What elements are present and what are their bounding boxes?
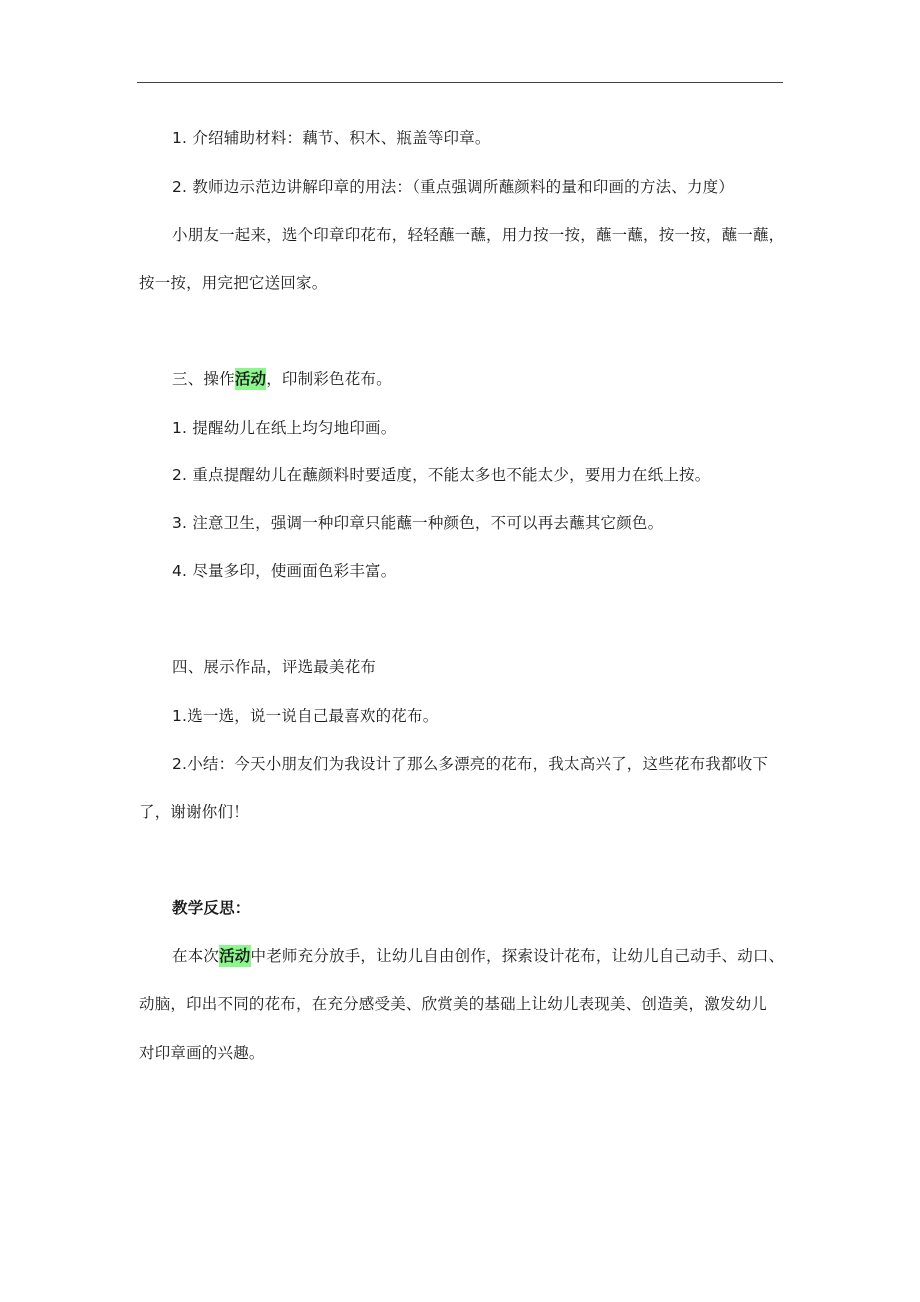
reflection-line-1-post: 中老师充分放手，让幼儿自由创作，探索设计花布，让幼儿自己动手、动口、 xyxy=(250,947,785,965)
highlight-activity: 活动 xyxy=(219,947,251,965)
reflection-line-3: 对印章画的兴趣。 xyxy=(139,1044,265,1062)
header-rule xyxy=(137,82,783,83)
chant-line-1: 小朋友一起来，选个印章印花布，轻轻蘸一蘸，用力按一按，蘸一蘸，按一按，蘸一蘸， xyxy=(172,226,785,244)
section-3-heading-pre: 三、操作 xyxy=(172,370,235,388)
show-step-1: 1.选一选，说一说自己最喜欢的花布。 xyxy=(172,707,439,725)
chant-line-2: 按一按，用完把它送回家。 xyxy=(139,274,328,292)
reflection-line-2: 动脑，印出不同的花布，在充分感受美、欣赏美的基础上让幼儿表现美、创造美，激发幼儿 xyxy=(139,995,768,1013)
summary-line-1: 2.小结：今天小朋友们为我设计了那么多漂亮的花布，我太高兴了，这些花布我都收下 xyxy=(172,755,769,773)
step-1-materials: 1. 介绍辅助材料：藕节、积木、瓶盖等印章。 xyxy=(172,129,491,147)
summary-line-2: 了，谢谢你们！ xyxy=(139,803,249,821)
op-step-2: 2. 重点提醒幼儿在蘸颜料时要适度，不能太多也不能太少，要用力在纸上按。 xyxy=(172,466,711,484)
op-step-1: 1. 提醒幼儿在纸上均匀地印画。 xyxy=(172,419,397,437)
section-4-heading: 四、展示作品，评选最美花布 xyxy=(172,658,377,676)
op-step-4: 4. 尽量多印，使画面色彩丰富。 xyxy=(172,562,397,580)
reflection-line-1-pre: 在本次 xyxy=(172,947,220,965)
step-2-demo: 2. 教师边示范边讲解印章的用法：（重点强调所蘸颜料的量和印画的方法、力度） xyxy=(172,178,735,196)
section-3-heading-post: ，印制彩色花布。 xyxy=(266,370,392,388)
reflection-heading: 教学反思： xyxy=(172,899,251,917)
reflection-line-1 xyxy=(172,946,784,966)
section-3-heading xyxy=(172,369,392,389)
op-step-3: 3. 注意卫生，强调一种印章只能蘸一种颜色，不可以再去蘸其它颜色。 xyxy=(172,514,664,532)
highlight-activity: 活动 xyxy=(234,370,267,388)
